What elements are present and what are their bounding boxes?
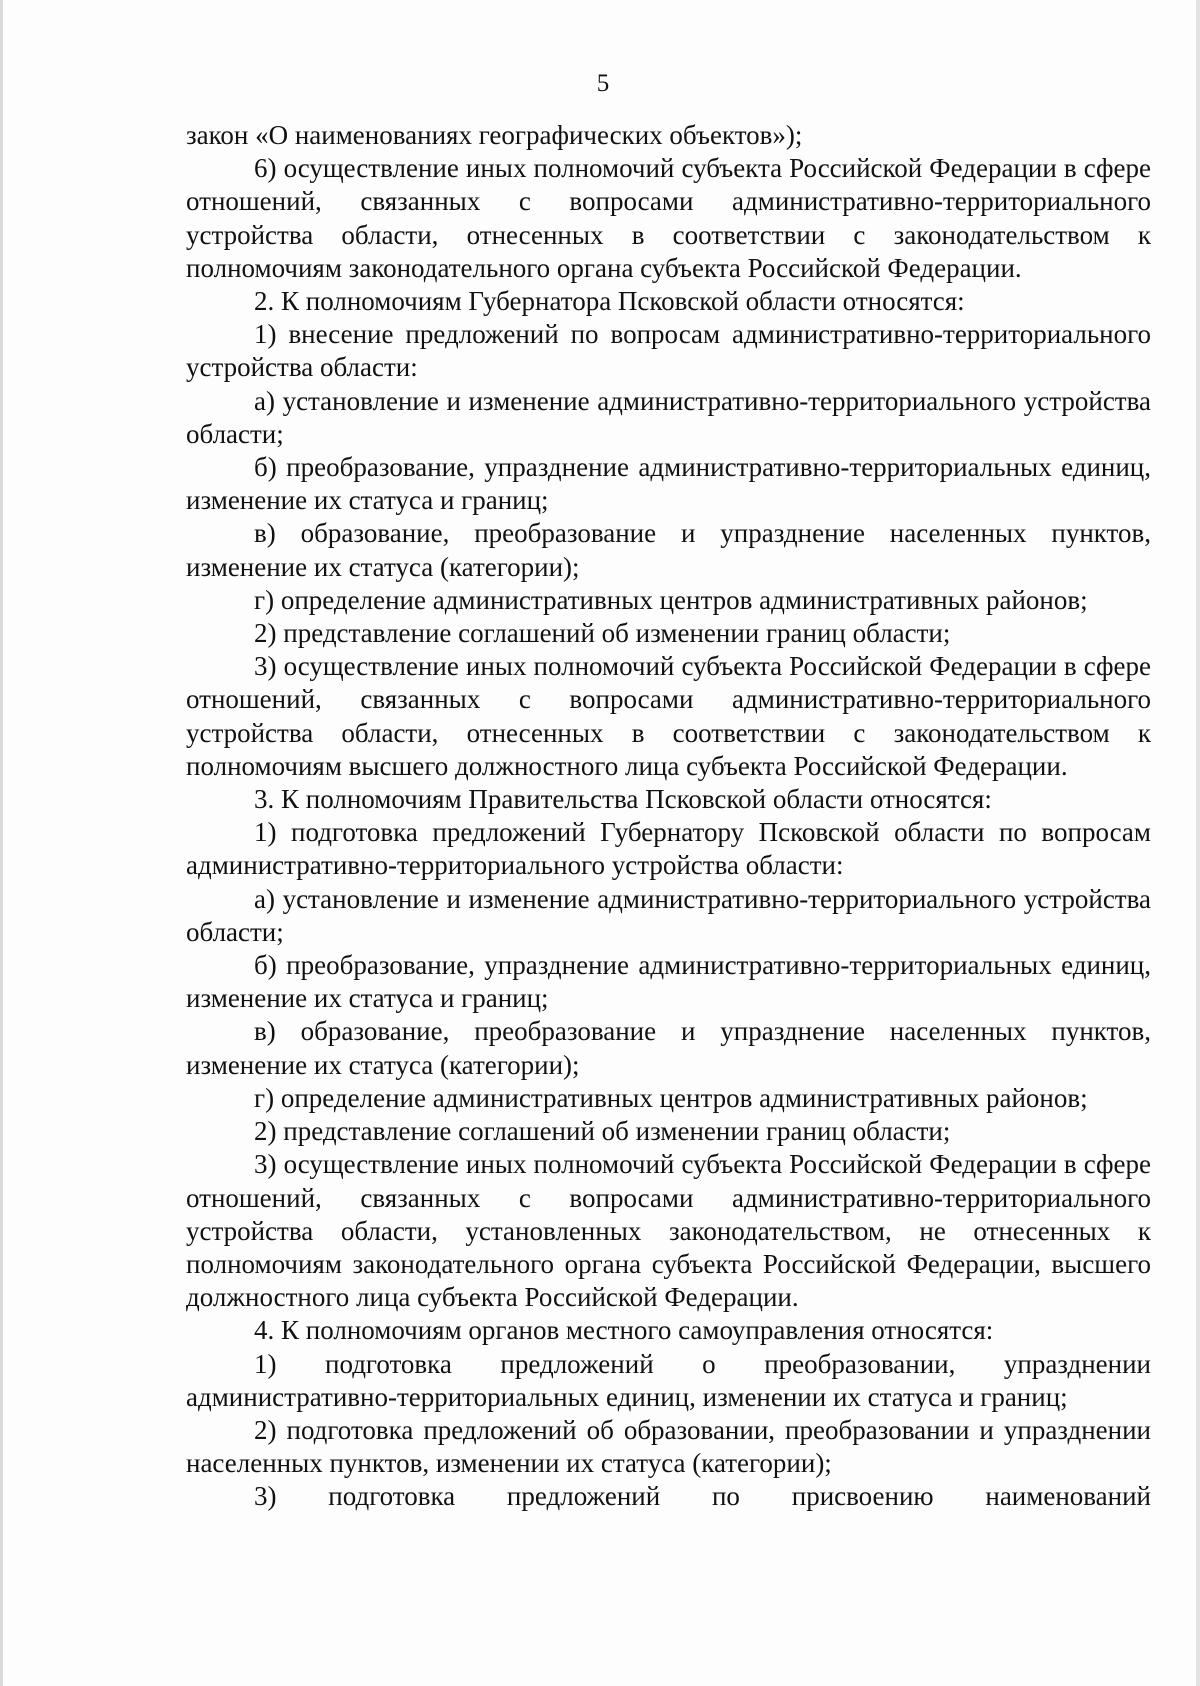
- paragraph: б) преобразование, упразднение административно-территориальных единиц, изменение их статуса и границ;: [186, 950, 1151, 1014]
- document-body: [186, 119, 1151, 1514]
- paragraph: 4. К полномочиям органов местного самоуправления относятся:: [254, 1315, 994, 1346]
- paragraph: а) установление и изменение административно-территориального устройства области;: [186, 385, 1151, 449]
- paragraph: в) образование, преобразование и упразднение населенных пунктов, изменение их статуса (категории);: [186, 1016, 1151, 1080]
- paragraph: 2) представление соглашений об изменении границ области;: [254, 618, 951, 649]
- paragraph: 2) подготовка предложений об образовании, преобразовании и упразднении населенных пунктов, изменении их статуса (категории);: [186, 1414, 1151, 1479]
- paragraph: 1) внесение предложений по вопросам административно-территориального устройства области:: [186, 319, 1151, 383]
- paragraph: 3) осуществление иных полномочий субъекта Российской Федерации в сфере отношений, связанных с вопросами административно-территориального устройства области, отнесенных в соответствии с законодательством к полномочиям высшего должностного лица субъекта Российской Федерации.: [186, 651, 1151, 781]
- paragraph: в) образование, преобразование и упразднение населенных пунктов, изменение их статуса (категории);: [186, 518, 1151, 582]
- paragraph: 1) подготовка предложений о преобразовании, упразднении административно-территориальных единиц, изменении их статуса и границ;: [186, 1348, 1151, 1412]
- paragraph: 2. К полномочиям Губернатора Псковской области относятся:: [254, 286, 965, 317]
- paragraph: г) определение административных центров административных районов;: [254, 1082, 1088, 1113]
- paragraph: закон «О наименованиях географических объектов»);: [186, 120, 803, 150]
- paragraph: г) определение административных центров административных районов;: [254, 584, 1088, 615]
- paragraph: 6) осуществление иных полномочий субъекта Российской Федерации в сфере отношений, связанных с вопросами административно-территориального устройства области, отнесенных в соответствии с законодательством к полномочиям законодательного органа субъекта Российской Федерации.: [186, 153, 1151, 283]
- page-number: 5: [596, 70, 610, 97]
- paragraph: 3) подготовка предложений по присвоению наименований: [254, 1481, 1151, 1512]
- paragraph: б) преобразование, упразднение административно-территориальных единиц, изменение их статуса и границ;: [186, 452, 1151, 516]
- paragraph: 3) осуществление иных полномочий субъекта Российской Федерации в сфере отношений, связанных с вопросами административно-территориального устройства области, установленных законодательством, не отнесенных к полномочиям законодательного органа субъекта Российской Федерации, высшего должностного лица субъекта Российской Федерации.: [186, 1149, 1151, 1313]
- paragraph: 3. К полномочиям Правительства Псковской области относятся:: [254, 784, 992, 815]
- paragraph: 1) подготовка предложений Губернатору Псковской области по вопросам административно-территориального устройства области:: [186, 817, 1151, 881]
- paragraph: а) установление и изменение административно-территориального устройства области;: [186, 883, 1151, 947]
- paragraph: 2) представление соглашений об изменении границ области;: [254, 1116, 951, 1147]
